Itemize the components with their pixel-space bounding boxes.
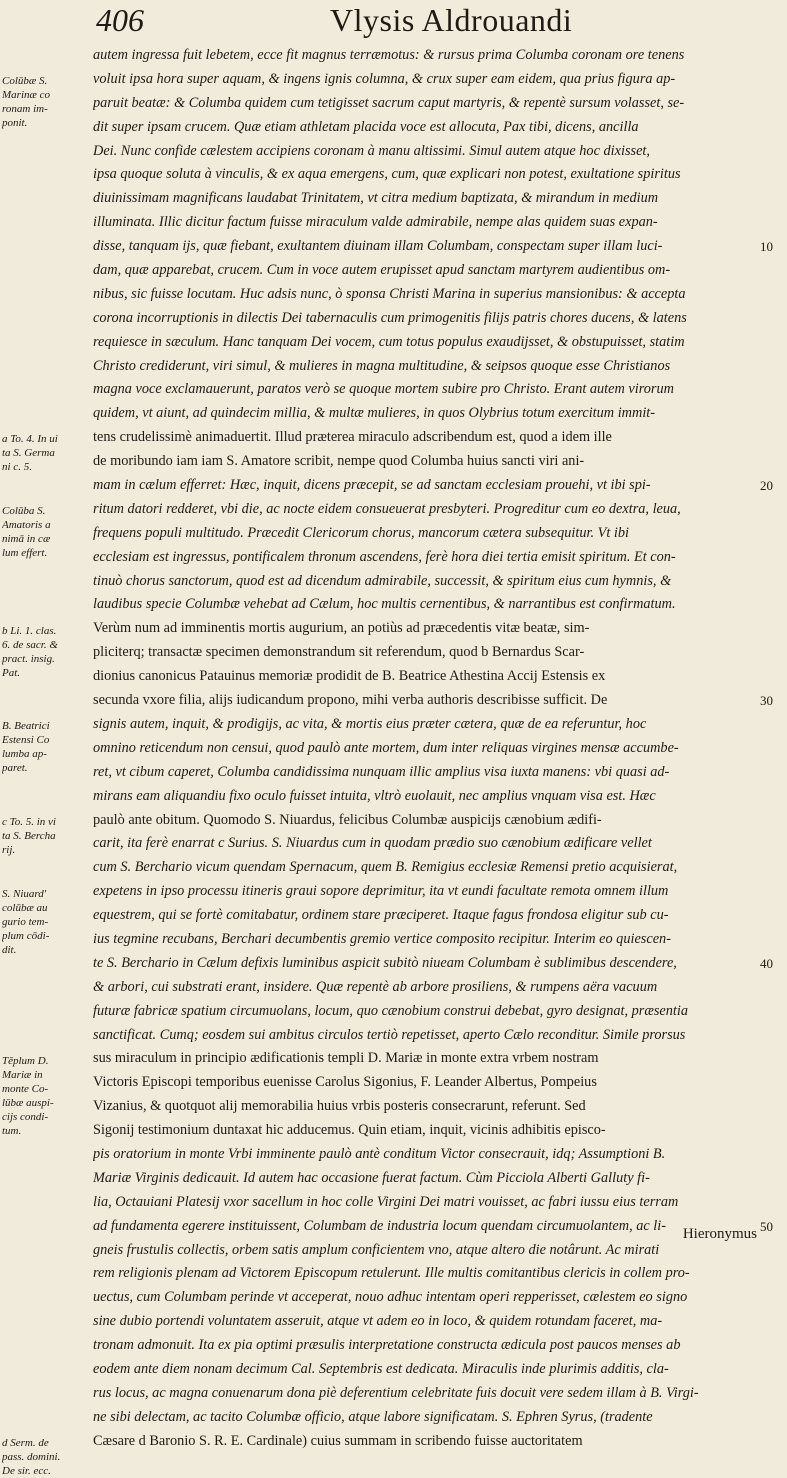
text-line: Vizanius, & quotquot alij memorabilia huius vrbis posteris consecrarunt, referunt. Sed <box>93 1098 586 1115</box>
text-line: sanctificat. Cumq; eosdem sui ambitus circulos tertiò repetisset, aperto Cælo reconditur. Simile prorsus <box>93 1026 686 1043</box>
line-number: 20 <box>760 478 773 494</box>
text-line: ad fundamenta egerere instituissent, Columbam de industria locum quendam circumuolantem, ac li- <box>93 1217 666 1234</box>
text-line: Verùm num ad imminentis mortis augurium, an potiùs ad præcedentis vitæ beatæ, sim- <box>93 620 590 637</box>
margin-note-line: b Li. 1. clas. <box>2 624 57 637</box>
margin-note-line: colūbæ au <box>2 901 48 914</box>
margin-note-line: nimā in cæ <box>2 533 51 546</box>
page-number: 406 <box>96 2 144 38</box>
text-line: sus miraculum in principio ædificationis templi D. Mariæ in monte extra vrbem nostram <box>93 1050 599 1067</box>
margin-note-line: ronam im- <box>2 102 48 115</box>
text-line: pis oratorium in monte Vrbi imminente paulò antè conditum Victor consecrauit, idq; Assumptioni B. <box>93 1145 666 1162</box>
margin-note <box>2 624 90 680</box>
margin-note-line: ta S. Bercha <box>2 829 56 842</box>
text-line: gneis frustulis collectis, orbem satis amplum conficientem vno, atque altero die notârunt. Ac mirati <box>93 1241 660 1258</box>
text-line: paulò ante obitum. Quomodo S. Niuardus, felicibus Columbæ auspicijs cænobium ædifi- <box>93 811 602 828</box>
text-line: cum S. Berchario vicum quendam Spernacum, quem B. Remigius ecclesiæ Remensi pretio acquisierat, <box>93 859 678 876</box>
line-number: 50 <box>760 1219 773 1235</box>
text-line: de moribundo iam iam S. Amatore scribit, nempe quod Columba huius sancti viri ani- <box>93 453 585 470</box>
margin-note <box>2 1054 90 1138</box>
margin-note-line: B. Beatrici <box>2 720 50 733</box>
text-line: futuræ fabricæ spatium circumuolans, locum, quo cænobium construi debebat, gyro designat, præsentia <box>93 1002 689 1019</box>
margin-note-line: d Serm. de <box>2 1437 49 1450</box>
margin-note-line: Estensi Co <box>2 734 50 747</box>
margin-note-line: c To. 5. in vi <box>2 815 56 828</box>
text-line: voluit ipsa hora super aquam, & ingens ignis columna, & crux super eam eidem, qua prius figura ap- <box>93 70 676 87</box>
text-line: te S. Berchario in Cælum defixis luminibus aspicit subitò niueam Columbam è sublimibus descendere, <box>93 954 677 971</box>
text-line: paruit beatæ: & Columba quidem cum tetigisset sacrum caput martyris, & repentè sursum volasset, se- <box>93 94 685 111</box>
text-line: pliciterq; transactæ specimen demonstrandum sit referendum, quod b Bernardus Scar- <box>93 644 585 661</box>
margin-note-line: ni c. 5. <box>2 461 32 474</box>
margin-note-line: Colūba S. <box>2 505 46 518</box>
text-line: dit super ipsam crucem. Quæ etiam athletam placida voce est allocuta, Pax tibi, dicens, ancilla <box>93 118 639 135</box>
text-line: ecclesiam est ingressus, pontificalem thronum ascendens, ferè hora diei tertia emisit spiritum. Et con- <box>93 548 676 565</box>
text-line: corona incorruptionis in dilectis Dei tabernaculis cum primogenitis filijs patris chores ducens, & latens <box>93 309 687 326</box>
text-line: quidem, vt aiunt, ad quindecim millia, & multæ mulieres, in quos Olybrius totum exercitum immit- <box>93 405 656 422</box>
text-line: & arbori, cui substrati erant, insidere. Quæ repentè ab arbore prosiliens, & rumpens aëra vacuum <box>93 978 658 995</box>
margin-note-line: ponit. <box>2 116 28 129</box>
text-line: sine dubio portendi voluntatem asseruit, atque vt adem eo in loco, & quidem rotundam faceret, ma- <box>93 1313 663 1330</box>
text-line: expetens in ipso processu itineris graui sopore deprimitur, ita vt eundi facultate remota omnem illum <box>93 883 669 900</box>
margin-note-line: Pat. <box>2 666 21 679</box>
margin-note-line: lum effert. <box>2 547 48 560</box>
text-line: ius tegmine recubans, Berchari decumbentis gremio vertice composito recipitur. Interim eo quiescen- <box>93 930 671 947</box>
line-number: 10 <box>760 239 773 255</box>
text-line: secunda vxore filia, alijs iudicandum propono, mihi verba authoris describisse sufficit. De <box>93 692 608 709</box>
margin-note-line: a To. 4. In ui <box>2 433 58 446</box>
margin-note-line: tum. <box>2 1124 22 1137</box>
margin-note-line: lūbæ auspi- <box>2 1096 54 1109</box>
margin-note-line: pract. insig. <box>2 652 55 665</box>
text-line: magna voce exclamauerunt, paratos verò se quoque mortem subire pro Christo. Erant autem virorum <box>93 381 674 398</box>
text-line: nibus, sic fuisse locutam. Huc adsis nunc, ò sponsa Christi Marina in superius mansionibus: & accepta <box>93 285 686 302</box>
text-line: uectus, cum Columbam perinde vt acceperat, nouo adhuc intentam operi repperisset, cælestem eo signo <box>93 1289 688 1306</box>
text-line: lia, Octauiani Platesij vxor sacellum in hoc colle Virgini Dei matri vouisset, ac fabri iussu eius terram <box>93 1193 679 1210</box>
text-line: eodem ante diem nonam decimum Cal. Septembris est dedicata. Miraculis inde plurimis additis, cla- <box>93 1360 669 1377</box>
main-text-column <box>93 44 763 1454</box>
text-line: requiesce in sæculum. Hanc tanquam Dei vocem, cum totus populus exaudijsset, & obstupuisset, statim <box>93 333 685 350</box>
text-line: signis autem, inquit, & prodigijs, ac vita, & mortis eius præter cætera, quæ de ea referuntur, hoc <box>93 715 647 732</box>
text-line: dam, quæ apparebat, crucem. Cum in voce autem erupisset apud sanctam martyrem audientibus om- <box>93 262 671 279</box>
text-line: rem religionis plenam ad Victorem Episcopum retulerunt. Ille multis comitantibus clericis in collem pro- <box>93 1265 690 1282</box>
margin-note-line: gurio tem- <box>2 915 49 928</box>
margin-note-line: 6. de sacr. & <box>2 638 58 651</box>
text-line: ipsa quoque soluta à vinculis, & ex aqua emergens, cum, quæ explicari non potest, exultatione spiritus <box>93 166 681 183</box>
text-line: dionius canonicus Patauinus memoriæ prodidit de B. Beatrice Athestina Accij Estensis ex <box>93 668 606 685</box>
margin-note-line: Amatoris a <box>2 519 51 532</box>
margin-note <box>2 719 90 775</box>
margin-note-line: Tēplum D. <box>2 1054 49 1067</box>
margin-note-line: cijs condi- <box>2 1110 49 1123</box>
margin-note <box>2 504 90 560</box>
margin-note-line: De sir. ecc. <box>2 1465 51 1478</box>
margin-note-line: pass. domini. <box>2 1451 61 1464</box>
margin-note-line: lumba ap- <box>2 748 47 761</box>
text-line: laudibus specie Columbæ vehebat ad Cælum, hoc multis cernentibus, & narrantibus est confirmatum. <box>93 596 676 613</box>
line-number: 30 <box>760 693 773 709</box>
text-line: ne sibi delectam, ac tacito Columbæ officio, atque labore significatam. S. Ephren Syrus, (tradente <box>93 1408 653 1425</box>
text-line: frequens populi multitudo. Præcedit Clericorum chorus, mancorum cætera subsequitur. Vt ibi <box>93 524 629 541</box>
line-number: 40 <box>760 956 773 972</box>
margin-note-line: S. Niuard' <box>2 887 47 900</box>
margin-note-line: paret. <box>2 762 28 775</box>
margin-note-line: Mariæ in <box>2 1068 43 1081</box>
text-line: Christo crediderunt, viri simul, & mulieres in magna multitudine, & seipsos quoque esse Christianos <box>93 357 671 374</box>
text-line: equestrem, qui se fortè comitabatur, ordinem stare præciperet. Itaque fagus frondosa eligitur sub cu- <box>93 907 669 924</box>
margin-note <box>2 887 90 957</box>
text-line: mirans eam aliquandiu fixo oculo fuisset intuita, vltrò euolauit, nec amplius vnquam visa est. Hæc <box>93 787 656 804</box>
text-line: tens crudelissimè animaduertit. Illud præterea miraculo adscribendum est, quod a idem ille <box>93 429 612 446</box>
text-line: autem ingressa fuit lebetem, ecce fit magnus terræmotus: & rursus prima Columba coronam ore tenens <box>93 47 685 63</box>
margin-note-line: plum cōdi- <box>2 929 50 942</box>
margin-note <box>2 74 90 130</box>
text-line: Dei. Nunc confide cælestem accipiens coronam à manu altissimi. Simul autem atque hoc dixisset, <box>93 142 650 159</box>
text-line: carit, ita ferè enarrat c Surius. S. Niuardus cum in quodam prædio suo cænobium ædificare vellet <box>93 835 652 852</box>
running-head: Vlysis Aldrouandi <box>330 2 573 38</box>
margin-note-line: Colūbæ S. <box>2 74 48 87</box>
catchword: Hieronymus <box>682 1226 757 1242</box>
page-header <box>0 0 787 44</box>
text-line: Cæsare d Baronio S. R. E. Cardinale) cuius summam in scribendo fuisse auctoritatem <box>93 1432 583 1449</box>
text-line: Sigonij testimonium duntaxat hic adducemus. Quin etiam, inquit, vicinis adhibitis episco- <box>93 1122 606 1139</box>
margin-note-line: monte Co- <box>2 1082 49 1095</box>
margin-note <box>2 1436 90 1478</box>
text-line: ritum datori redderet, vbi die, ac nocte eidem consueuerat presbyteri. Progreditur cum eo dextra, leua, <box>93 500 681 517</box>
margin-note <box>2 432 90 474</box>
text-line: ret, vt cibum caperet, Columba candidissima nunquam illic amplius visa iuxta manens: vbi quasi ad- <box>93 763 670 780</box>
margin-note-line: dit. <box>2 943 17 956</box>
text-line: omnino reticendum non censui, quod paulò ante mortem, dum inter reliquas virgines mensæ accumbe- <box>93 739 679 756</box>
text-line: Mariæ Virginis dedicauit. Id autem hac occasione fuerat factum. Cùm Picciola Alberti Galluty fi- <box>93 1169 650 1186</box>
text-line: tinuò chorus sanctorum, quod est ad dicendum admirabile, successit, & spiritum eius cum hymnis, & <box>93 572 672 589</box>
margin-note-line: ta S. Germa <box>2 447 55 460</box>
text-line: diuinissimam magnificans laudabat Trinitatem, vt citra medium baptizata, & mirandum in medium <box>93 190 659 207</box>
text-line: illuminata. Illic dicitur factum fuisse miraculum valde admirabile, nempe alas quidem suas expan- <box>93 214 658 231</box>
text-line: disse, tanquam ijs, quæ fiebant, exultantem diuinam illam Columbam, conspectam super illam luci- <box>93 238 663 255</box>
text-line: Victoris Episcopi temporibus euenisse Carolus Sigonius, F. Leander Albertus, Pompeius <box>93 1074 597 1091</box>
margin-note-line: rij. <box>2 843 16 856</box>
text-line: rus locus, ac magna conuenarum dona piè deferentium celebritate fuis docuit vere sedem illam à B. Virgi- <box>93 1384 699 1401</box>
margin-note <box>2 815 90 857</box>
text-line: tronam admonuit. Ita ex pia optimi præsulis interpretatione constructa ædicula post paucos menses ab <box>93 1337 681 1354</box>
margin-note-line: Marinæ co <box>2 88 50 101</box>
text-line: mam in cælum efferret: Hæc, inquit, dicens præcepit, se ad sanctam ecclesiam prouehi, vt ibi spi- <box>93 477 651 494</box>
